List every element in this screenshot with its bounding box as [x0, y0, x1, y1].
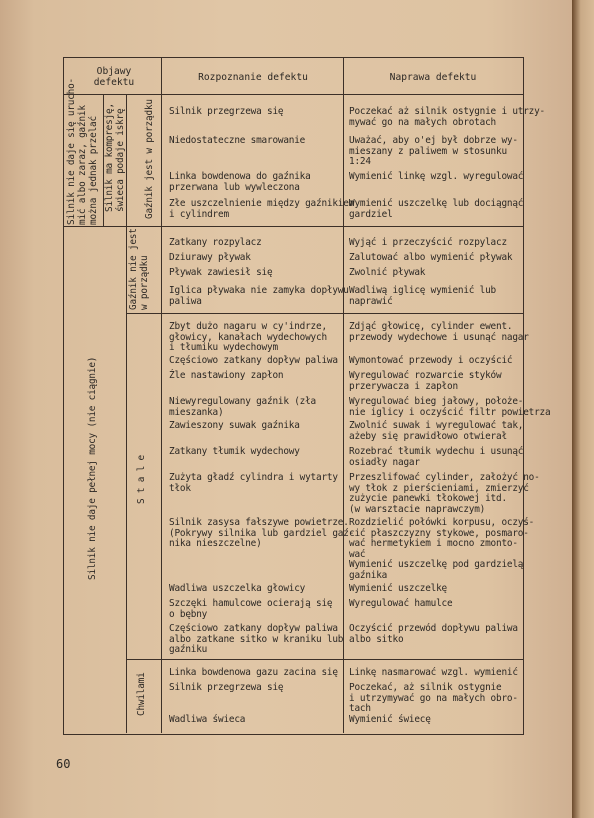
row-diagnosis: Zatkany tłumik wydechowy: [169, 446, 300, 457]
row-repair: Zdjąć głowicę, cylinder ewent. przewody wydechowe i usunąć nagar: [349, 321, 529, 343]
category-no-full-power: Silnik nie daje pełnej mocy (nie ciągnie): [87, 356, 98, 580]
row-repair: Rozebrać tłumik wydechu i usunąć osiadły nagar: [349, 446, 524, 468]
col-divider-a2: [126, 95, 127, 226]
row-repair: Oczyścić przewód dopływu paliwa albo sitko: [349, 623, 518, 645]
row-diagnosis: Częściowo zatkany dopływ paliwa albo zatkane sitko w kraniku lub gaźniku: [169, 623, 344, 655]
row-repair: Zwolnić pływak: [349, 267, 426, 278]
row-diagnosis: Szczęki hamulcowe ocierają się o bębny: [169, 598, 333, 620]
row-repair: Linkę nasmarować wzgl. wymienić: [349, 667, 518, 678]
header-diagnosis: Rozpoznanie defektu: [198, 72, 308, 83]
category-intermittently: Chwilami: [136, 672, 147, 716]
row-repair: Wyregulować rozwarcie styków przerywacza i zapłon: [349, 370, 502, 392]
row-repair: Poczekać aż silnik ostygnie i utrzy- mywać go na małych obrotach: [349, 106, 545, 128]
category-constantly: S t a l e: [136, 455, 147, 504]
header-repair: Naprawa defektu: [389, 72, 477, 83]
row-diagnosis: Pływak zawiesił się: [169, 267, 273, 278]
row-repair: Przeszlifować cylinder, założyć no- wy tłok z pierścieniami, zmierzyć zużycie panewki tłokowej itd. (w warsztacie naprawczym): [349, 472, 540, 515]
row-repair: Wymienić linkę wzgl. wyregulować: [349, 171, 524, 182]
row-diagnosis: Linka bowdenowa gazu zacina się: [169, 667, 338, 678]
row-diagnosis: Złe uszczelnienie między gaźnikiem i cylindrem: [169, 198, 355, 220]
row-diagnosis: Dziurawy pływak: [169, 252, 251, 263]
row-diagnosis: Niewyregulowany gaźnik (zła mieszanka): [169, 396, 316, 418]
row-diagnosis: Źle nastawiony zapłon: [169, 370, 284, 381]
row-repair: Wyjąć i przeczyścić rozpylacz: [349, 237, 507, 248]
col-divider-b: [126, 227, 127, 733]
row-repair: Wyregulować hamulce: [349, 598, 453, 609]
row-diagnosis: Częściowo zatkany dopływ paliwa: [169, 355, 338, 366]
row-diagnosis: Zatkany rozpylacz: [169, 237, 262, 248]
row-diagnosis: Niedostateczne smarowanie: [169, 135, 306, 146]
section-divider-b1: [126, 313, 523, 314]
row-diagnosis: Iglica pływaka nie zamyka dopływu paliwa: [169, 285, 349, 307]
row-diagnosis: Silnik przegrzewa się: [169, 682, 284, 693]
row-diagnosis: Linka bowdenowa do gaźnika przerwana lub wywleczona: [169, 171, 311, 193]
category-compression-spark: Silnik ma kompresję, świeca podaje iskrę: [104, 103, 126, 212]
row-repair: Uważać, aby o'ej był dobrze wy- mieszany z paliwem w stosunku 1:24: [349, 135, 518, 167]
row-diagnosis: Zawieszony suwak gaźnika: [169, 420, 300, 431]
row-diagnosis: Zbyt dużo nagaru w cy'indrze, głowicy, kanałach wydechowych i tłumiku wydechowym: [169, 321, 327, 353]
row-repair: Rozdzielić połówki korpusu, oczyś- cić płaszczyzny stykowe, posmaro- wać hermetykiem i mocno zmonto- wać Wymienić uszczelkę pod gardzielą gaźnika: [349, 517, 535, 581]
section-divider-a: [63, 226, 523, 227]
row-repair: Wymienić uszczelkę lub dociągnąć gardziel: [349, 198, 524, 220]
category-carburetor-faulty: Gaźnik nie jest w porządku: [128, 228, 150, 310]
header-symptoms: Objawy defektu: [93, 66, 135, 88]
row-repair: Zwolnić suwak i wyregulować tak, ażeby się prawidłowo otwierał: [349, 420, 524, 442]
category-carburetor-ok: Gaźnik jest w porządku: [144, 99, 155, 219]
section-divider-b2: [126, 659, 523, 660]
header-divider: [63, 94, 523, 95]
row-diagnosis: Silnik przegrzewa się: [169, 106, 284, 117]
adjacent-page-edge: [572, 0, 594, 818]
row-repair: Wyregulować bieg jałowy, położe- nie iglicy i oczyścić filtr powietrza: [349, 396, 551, 418]
row-repair: Wymontować przewody i oczyścić: [349, 355, 513, 366]
row-diagnosis: Zużyta gładź cylindra i wytarty tłok: [169, 472, 338, 494]
row-diagnosis: Silnik zasysa fałszywe powietrze. (Pokrywy silnika lub gardziel gaź- nika nieszczelne): [169, 517, 355, 549]
row-diagnosis: Wadliwa świeca: [169, 714, 246, 725]
row-repair: Wymienić uszczelkę: [349, 583, 447, 594]
row-repair: Wymienić świecę: [349, 714, 431, 725]
row-diagnosis: Wadliwa uszczelka głowicy: [169, 583, 306, 594]
row-repair: Poczekać, aż silnik ostygnie i utrzymywać go na małych obro- tach: [349, 682, 518, 714]
category-no-start: Silnik nie daje się urucho- mić albo zaraz, gaźnik można jednak przelać: [66, 78, 99, 225]
row-repair: Zalutować albo wymienić pływak: [349, 252, 513, 263]
col-divider-diagnosis: [161, 57, 162, 733]
page-number: 60: [56, 757, 71, 771]
row-repair: Wadliwą iglicę wymienić lub naprawić: [349, 285, 496, 307]
